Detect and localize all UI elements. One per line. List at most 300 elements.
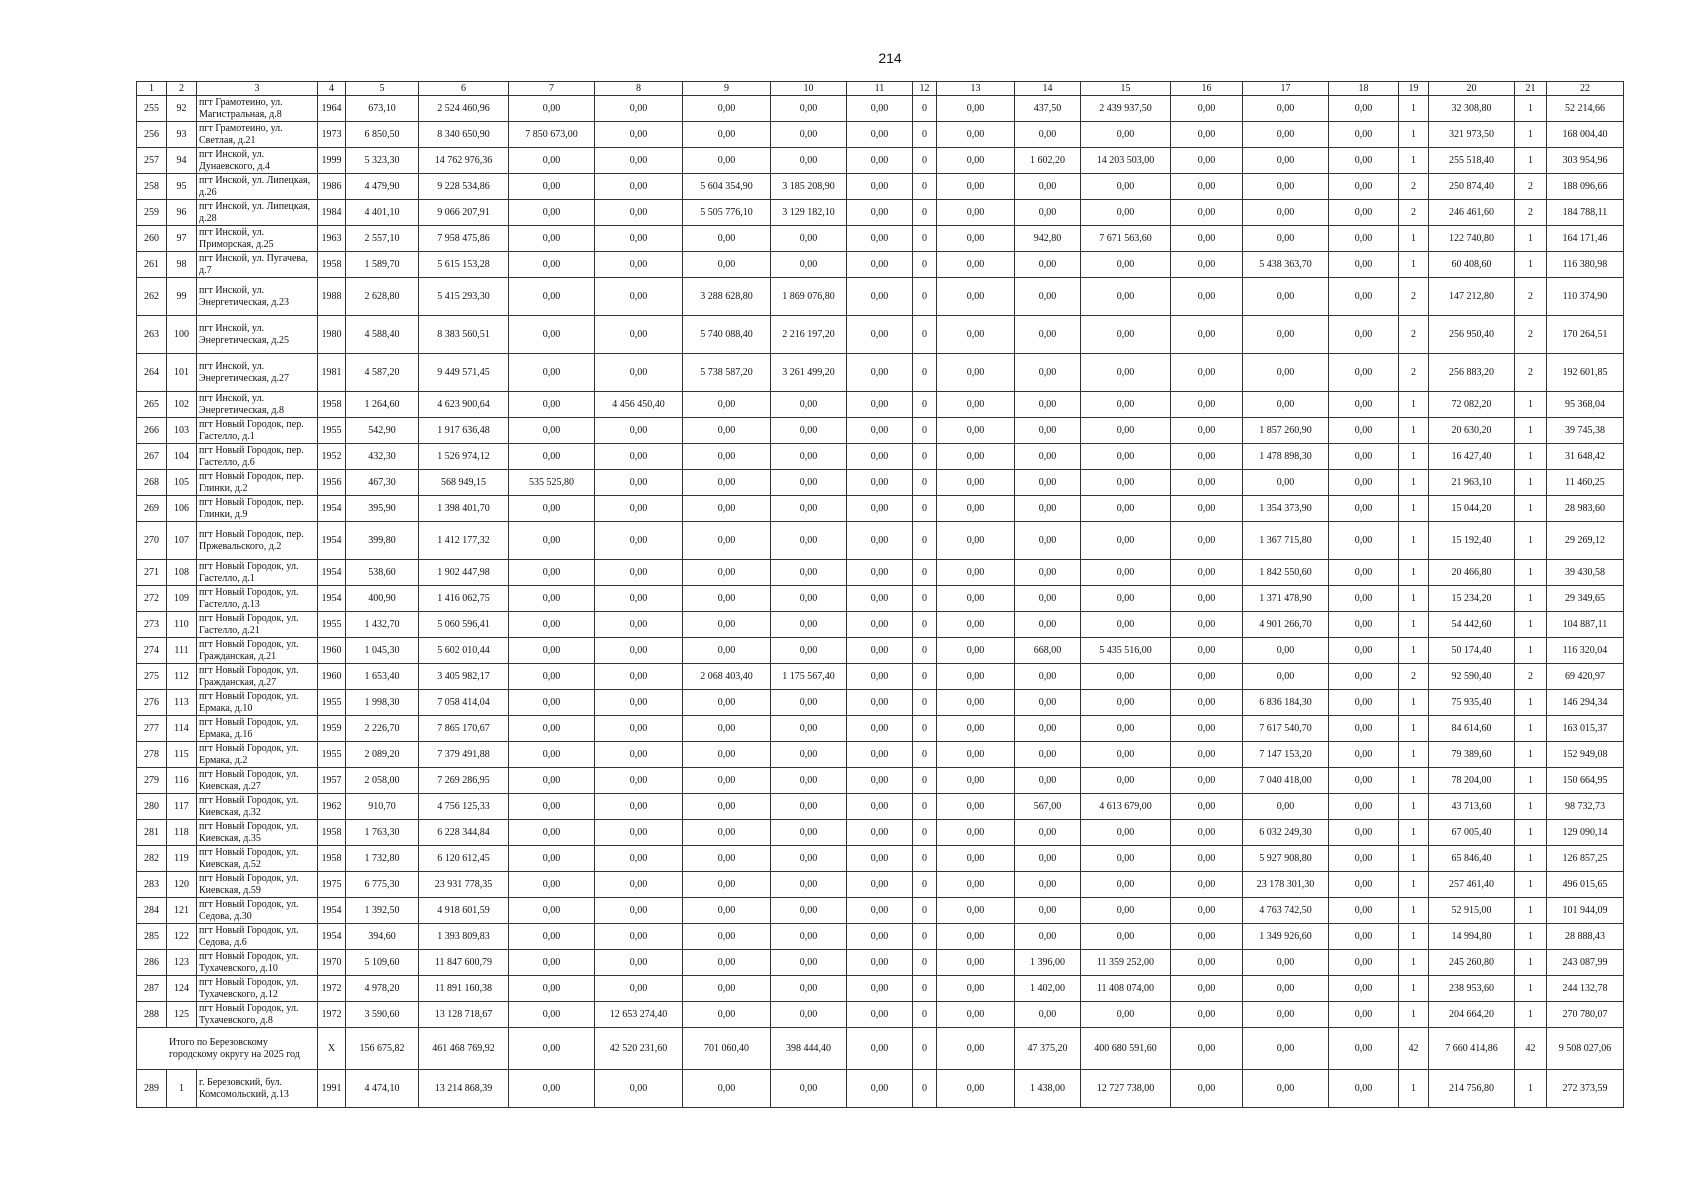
table-cell: 184 788,11 (1547, 200, 1624, 226)
table-cell: 0,00 (1015, 252, 1081, 278)
table-cell: 279 (137, 768, 167, 794)
table-cell: 399,80 (346, 522, 419, 560)
table-cell: 267 (137, 444, 167, 470)
table-cell: 0,00 (683, 122, 771, 148)
table-cell: 6 120 612,45 (419, 846, 509, 872)
address-cell: пгт Новый Городок, ул. Тухачевского, д.12 (197, 976, 318, 1002)
table-cell: 0,00 (1243, 148, 1329, 174)
table-cell: 2 (1399, 200, 1429, 226)
table-cell: 289 (137, 1070, 167, 1108)
table-cell: 0,00 (847, 612, 913, 638)
table-cell: 1 (1515, 252, 1547, 278)
address-cell: пгт Новый Городок, ул. Киевская, д.27 (197, 768, 318, 794)
table-cell: 0,00 (1329, 148, 1399, 174)
table-cell: 0,00 (1243, 200, 1329, 226)
table-cell: 0,00 (771, 522, 847, 560)
table-cell: 0,00 (683, 522, 771, 560)
table-cell: 244 132,78 (1547, 976, 1624, 1002)
table-cell: 129 090,14 (1547, 820, 1624, 846)
table-cell: 0,00 (771, 96, 847, 122)
table-cell: 0,00 (595, 794, 683, 820)
table-cell: 0,00 (1015, 522, 1081, 560)
table-cell: 101 (167, 354, 197, 392)
table-cell: 1 398 401,70 (419, 496, 509, 522)
table-cell: 15 044,20 (1429, 496, 1515, 522)
table-cell: 0,00 (771, 560, 847, 586)
table-cell: 0,00 (937, 96, 1015, 122)
table-cell: 1 393 809,83 (419, 924, 509, 950)
table-cell: 115 (167, 742, 197, 768)
table-cell: 21 963,10 (1429, 470, 1515, 496)
address-cell: пгт Инской, ул. Дунаевского, д.4 (197, 148, 318, 174)
table-cell: 0,00 (847, 664, 913, 690)
table-cell: 7 058 414,04 (419, 690, 509, 716)
table-cell: 1954 (318, 586, 346, 612)
table-cell: 0 (913, 690, 937, 716)
table-cell: 7 147 153,20 (1243, 742, 1329, 768)
table-cell: 0,00 (771, 976, 847, 1002)
table-cell: 3 590,60 (346, 1002, 419, 1028)
table-cell: 1 (1515, 226, 1547, 252)
column-header: 22 (1547, 82, 1624, 96)
table-cell: 0,00 (683, 252, 771, 278)
table-cell: 0,00 (595, 560, 683, 586)
table-cell: 0,00 (847, 820, 913, 846)
table-cell: 0,00 (1243, 976, 1329, 1002)
table-cell: 1 (1399, 690, 1429, 716)
table-cell: 0,00 (1243, 316, 1329, 354)
table-cell: 60 408,60 (1429, 252, 1515, 278)
table-cell: 238 953,60 (1429, 976, 1515, 1002)
table-cell: 0,00 (1081, 664, 1171, 690)
table-cell: 121 (167, 898, 197, 924)
table-cell: 0,00 (1171, 872, 1243, 898)
table-cell: 0 (913, 278, 937, 316)
table-cell: 0 (913, 794, 937, 820)
table-cell: 0,00 (937, 496, 1015, 522)
table-cell: 188 096,66 (1547, 174, 1624, 200)
table-cell: 152 949,08 (1547, 742, 1624, 768)
table-cell: 7 269 286,95 (419, 768, 509, 794)
table-cell: 287 (137, 976, 167, 1002)
table-cell: 262 (137, 278, 167, 316)
table-cell: 0,00 (1171, 470, 1243, 496)
table-cell: 0,00 (1329, 638, 1399, 664)
table-cell: 0,00 (595, 96, 683, 122)
table-cell: 1 (1515, 924, 1547, 950)
table-cell: 1 (1399, 444, 1429, 470)
table-cell: 0,00 (847, 174, 913, 200)
table-cell: 2 (1515, 174, 1547, 200)
table-row (137, 872, 1624, 898)
table-cell: 0,00 (1171, 122, 1243, 148)
table-cell: 0,00 (937, 950, 1015, 976)
table-cell: 0,00 (1329, 872, 1399, 898)
table-cell: 0,00 (937, 976, 1015, 1002)
table-cell: 0,00 (509, 1028, 595, 1070)
table-cell: 0,00 (771, 122, 847, 148)
address-cell: пгт Новый Городок, ул. Киевская, д.52 (197, 846, 318, 872)
table-cell: 0,00 (1243, 392, 1329, 418)
table-cell: 281 (137, 820, 167, 846)
table-cell: 5 438 363,70 (1243, 252, 1329, 278)
table-cell: 2 (1515, 664, 1547, 690)
table-cell: 0,00 (771, 950, 847, 976)
table-cell: 1 (1515, 560, 1547, 586)
table-cell: 4 588,40 (346, 316, 419, 354)
table-cell: 1 367 715,80 (1243, 522, 1329, 560)
table-cell: 0,00 (847, 742, 913, 768)
table-cell: 13 128 718,67 (419, 1002, 509, 1028)
table-cell: 0,00 (509, 638, 595, 664)
table-cell: 0,00 (683, 950, 771, 976)
table-cell: 1980 (318, 316, 346, 354)
table-cell: 0,00 (937, 716, 1015, 742)
table-cell: 9 508 027,06 (1547, 1028, 1624, 1070)
table-cell: 0,00 (937, 820, 1015, 846)
column-header: 10 (771, 82, 847, 96)
table-cell: 14 762 976,36 (419, 148, 509, 174)
table-cell: 5 740 088,40 (683, 316, 771, 354)
table-cell: 0,00 (1329, 392, 1399, 418)
table-cell: 1959 (318, 716, 346, 742)
table-cell: 0 (913, 122, 937, 148)
table-cell: 0,00 (595, 354, 683, 392)
table-cell: 0,00 (1243, 226, 1329, 252)
table-cell: 1 (1515, 638, 1547, 664)
table-cell: 1 (1399, 742, 1429, 768)
table-cell: 120 (167, 872, 197, 898)
table-cell: 0,00 (1171, 950, 1243, 976)
table-cell: 0,00 (847, 872, 913, 898)
table-cell: 0,00 (1171, 976, 1243, 1002)
table-cell: 0,00 (1081, 690, 1171, 716)
table-cell: 0,00 (937, 444, 1015, 470)
table-cell: 5 602 010,44 (419, 638, 509, 664)
table-cell: 1 478 898,30 (1243, 444, 1329, 470)
table-cell: 2 (1399, 174, 1429, 200)
table-cell: 0 (913, 316, 937, 354)
table-cell: 0,00 (1243, 122, 1329, 148)
total-label: Итого по Березовскому городскому округу на 2025 год (137, 1028, 318, 1070)
table-cell: 1972 (318, 1002, 346, 1028)
table-cell: 255 518,40 (1429, 148, 1515, 174)
table-cell: 105 (167, 470, 197, 496)
table-cell: 1 (1515, 768, 1547, 794)
table-cell: 1 (1399, 418, 1429, 444)
table-cell: 910,70 (346, 794, 419, 820)
table-cell: 7 865 170,67 (419, 716, 509, 742)
address-cell: пгт Новый Городок, ул. Гастелло, д.13 (197, 586, 318, 612)
table-cell: 0,00 (1081, 316, 1171, 354)
table-cell: 0,00 (509, 690, 595, 716)
table-cell: 122 (167, 924, 197, 950)
table-row (137, 96, 1624, 122)
table-cell: 11 891 160,38 (419, 976, 509, 1002)
table-cell: 1 (1399, 872, 1429, 898)
table-cell: 0,00 (1081, 496, 1171, 522)
table-row (137, 612, 1624, 638)
column-header: 21 (1515, 82, 1547, 96)
table-cell: 0,00 (1171, 522, 1243, 560)
column-header: 6 (419, 82, 509, 96)
table-cell: 29 349,65 (1547, 586, 1624, 612)
table-cell: 0,00 (1171, 1002, 1243, 1028)
table-cell: 1 917 636,48 (419, 418, 509, 444)
table-cell: 214 756,80 (1429, 1070, 1515, 1108)
table-cell: 0 (913, 664, 937, 690)
table-cell: 0,00 (1329, 418, 1399, 444)
table-cell: 92 (167, 96, 197, 122)
table-cell: 1 763,30 (346, 820, 419, 846)
table-cell: 1 (1515, 742, 1547, 768)
column-header: 19 (1399, 82, 1429, 96)
table-cell: 92 590,40 (1429, 664, 1515, 690)
table-cell: 0,00 (937, 226, 1015, 252)
table-cell: 5 927 908,80 (1243, 846, 1329, 872)
table-cell: 126 857,25 (1547, 846, 1624, 872)
table-cell: 117 (167, 794, 197, 820)
table-cell: 0,00 (1243, 96, 1329, 122)
table-cell: 0,00 (595, 638, 683, 664)
table-cell: 1952 (318, 444, 346, 470)
table-cell: 0,00 (1171, 418, 1243, 444)
table-cell: 1 (1515, 586, 1547, 612)
table-cell: 72 082,20 (1429, 392, 1515, 418)
table-cell: 1 732,80 (346, 846, 419, 872)
table-cell: 0,00 (683, 768, 771, 794)
table-cell: 270 780,07 (1547, 1002, 1624, 1028)
table-cell: 0,00 (595, 950, 683, 976)
table-cell: 1955 (318, 418, 346, 444)
table-cell: 23 931 778,35 (419, 872, 509, 898)
table-cell: 75 935,40 (1429, 690, 1515, 716)
table-cell: 257 (137, 148, 167, 174)
table-cell: 0,00 (847, 586, 913, 612)
table-cell: 0,00 (509, 1070, 595, 1108)
table-cell: 272 373,59 (1547, 1070, 1624, 1108)
address-cell: пгт Новый Городок, ул. Гражданская, д.27 (197, 664, 318, 690)
table-cell: 0 (913, 1070, 937, 1108)
table-cell: 0,00 (937, 612, 1015, 638)
table-cell: 0,00 (1015, 716, 1081, 742)
table-cell: 0,00 (1329, 690, 1399, 716)
table-row (137, 392, 1624, 418)
table-cell: 0,00 (595, 316, 683, 354)
table-cell: 542,90 (346, 418, 419, 444)
table-cell: 0,00 (1171, 200, 1243, 226)
table-cell: 116 320,04 (1547, 638, 1624, 664)
column-header: 1 (137, 82, 167, 96)
table-cell: 0,00 (1015, 200, 1081, 226)
table-cell: 0,00 (1329, 252, 1399, 278)
table-cell: 0,00 (509, 522, 595, 560)
table-cell: 1 (1515, 794, 1547, 820)
table-cell: 0,00 (1171, 664, 1243, 690)
table-cell: 673,10 (346, 96, 419, 122)
total-row (137, 1028, 1624, 1070)
table-cell: 0,00 (683, 898, 771, 924)
table-cell: 0,00 (771, 496, 847, 522)
table-cell: 0,00 (509, 950, 595, 976)
table-cell: 1954 (318, 898, 346, 924)
table-cell: 1 354 373,90 (1243, 496, 1329, 522)
table-cell: 0,00 (771, 638, 847, 664)
table-cell: 255 (137, 96, 167, 122)
table-row (137, 1070, 1624, 1108)
table-cell: 0,00 (1329, 742, 1399, 768)
table-cell: 0,00 (771, 898, 847, 924)
table-cell: 0,00 (1171, 794, 1243, 820)
table-cell: 1 (1515, 1070, 1547, 1108)
table-cell: 277 (137, 716, 167, 742)
table-cell: 2 226,70 (346, 716, 419, 742)
table-cell: 7 617 540,70 (1243, 716, 1329, 742)
table-cell: 0,00 (1329, 96, 1399, 122)
table-cell: 0 (913, 716, 937, 742)
table-cell: 0,00 (1329, 794, 1399, 820)
table-cell: 0,00 (509, 664, 595, 690)
table-cell: 1 416 062,75 (419, 586, 509, 612)
housing-repair-table (136, 81, 1624, 1108)
table-cell: 0,00 (1015, 690, 1081, 716)
table-cell: 50 174,40 (1429, 638, 1515, 664)
table-cell: 94 (167, 148, 197, 174)
table-cell: 1956 (318, 470, 346, 496)
table-cell: 1 (1515, 716, 1547, 742)
table-cell: 0 (913, 742, 937, 768)
table-row (137, 354, 1624, 392)
table-cell: 256 950,40 (1429, 316, 1515, 354)
table-cell: 1 (1399, 846, 1429, 872)
address-cell: пгт Новый Городок, ул. Ермака, д.10 (197, 690, 318, 716)
table-cell: 0,00 (1081, 768, 1171, 794)
column-header: 5 (346, 82, 419, 96)
table-cell: 0 (913, 612, 937, 638)
table-cell: 1964 (318, 96, 346, 122)
table-row (137, 950, 1624, 976)
table-cell: 0,00 (847, 200, 913, 226)
table-cell: 668,00 (1015, 638, 1081, 664)
table-cell: 0,00 (847, 716, 913, 742)
table-cell: 0,00 (847, 768, 913, 794)
table-cell: 257 461,40 (1429, 872, 1515, 898)
table-cell: 245 260,80 (1429, 950, 1515, 976)
table-cell: 1 869 076,80 (771, 278, 847, 316)
table-cell: 0,00 (1015, 846, 1081, 872)
table-cell: 0,00 (509, 820, 595, 846)
table-cell: 1999 (318, 148, 346, 174)
table-row (137, 496, 1624, 522)
table-cell: 0 (913, 470, 937, 496)
table-cell: 263 (137, 316, 167, 354)
table-cell: 0,00 (847, 924, 913, 950)
table-cell: 0,00 (509, 872, 595, 898)
column-header: 13 (937, 82, 1015, 96)
table-cell: 1 (167, 1070, 197, 1108)
table-cell: 0,00 (771, 1002, 847, 1028)
table-cell: 0,00 (847, 794, 913, 820)
table-cell: 1 (1399, 820, 1429, 846)
table-cell: 0,00 (847, 418, 913, 444)
table-cell: 156 675,82 (346, 1028, 419, 1070)
table-cell: 5 435 516,00 (1081, 638, 1171, 664)
table-row (137, 522, 1624, 560)
table-row (137, 174, 1624, 200)
table-cell: 0,00 (937, 316, 1015, 354)
table-cell: 0,00 (1171, 278, 1243, 316)
table-cell: 170 264,51 (1547, 316, 1624, 354)
table-cell: 7 850 673,00 (509, 122, 595, 148)
table-cell: 112 (167, 664, 197, 690)
table-cell: 0,00 (595, 226, 683, 252)
table-cell: 0,00 (771, 612, 847, 638)
table-cell: 0,00 (1171, 612, 1243, 638)
table-cell: 5 738 587,20 (683, 354, 771, 392)
table-cell: 0 (913, 354, 937, 392)
table-cell: 4 978,20 (346, 976, 419, 1002)
table-cell: 0 (913, 174, 937, 200)
table-cell: 11 847 600,79 (419, 950, 509, 976)
table-cell: 1 (1399, 612, 1429, 638)
table-cell: 192 601,85 (1547, 354, 1624, 392)
table-cell: 1 (1399, 470, 1429, 496)
table-cell: 1 175 567,40 (771, 664, 847, 690)
table-cell: 1 (1515, 950, 1547, 976)
table-cell: 268 (137, 470, 167, 496)
table-cell: 1957 (318, 768, 346, 794)
table-cell: 0,00 (509, 278, 595, 316)
table-cell: 0,00 (937, 1002, 1015, 1028)
table-cell: 0,00 (1171, 768, 1243, 794)
table-cell: 124 (167, 976, 197, 1002)
table-cell: 1 (1399, 560, 1429, 586)
table-cell: 98 (167, 252, 197, 278)
table-cell: 0,00 (847, 976, 913, 1002)
table-cell: 1 526 974,12 (419, 444, 509, 470)
table-row (137, 560, 1624, 586)
table-row (137, 418, 1624, 444)
table-cell: 0,00 (937, 638, 1015, 664)
table-cell: 7 660 414,86 (1429, 1028, 1515, 1070)
table-cell: 0,00 (847, 226, 913, 252)
table-cell: 2 524 460,96 (419, 96, 509, 122)
table-cell: 54 442,60 (1429, 612, 1515, 638)
table-cell: 259 (137, 200, 167, 226)
table-cell: 42 (1515, 1028, 1547, 1070)
table-cell: 0,00 (1081, 278, 1171, 316)
table-cell: 52 915,00 (1429, 898, 1515, 924)
table-cell: 1 (1515, 820, 1547, 846)
table-cell: 4 613 679,00 (1081, 794, 1171, 820)
table-cell: 2 (1399, 278, 1429, 316)
table-cell: 1955 (318, 742, 346, 768)
table-cell: 0,00 (1015, 560, 1081, 586)
table-row (137, 664, 1624, 690)
table-cell: 0 (913, 976, 937, 1002)
table-row (137, 1002, 1624, 1028)
table-row (137, 924, 1624, 950)
table-cell: 1955 (318, 690, 346, 716)
table-cell: 15 192,40 (1429, 522, 1515, 560)
table-cell: 28 983,60 (1547, 496, 1624, 522)
table-cell: 280 (137, 794, 167, 820)
table-cell: 2 (1399, 664, 1429, 690)
table-cell: 0,00 (1081, 418, 1171, 444)
table-cell: 0,00 (937, 1070, 1015, 1108)
table-cell: 0,00 (683, 444, 771, 470)
table-cell: 0,00 (771, 716, 847, 742)
